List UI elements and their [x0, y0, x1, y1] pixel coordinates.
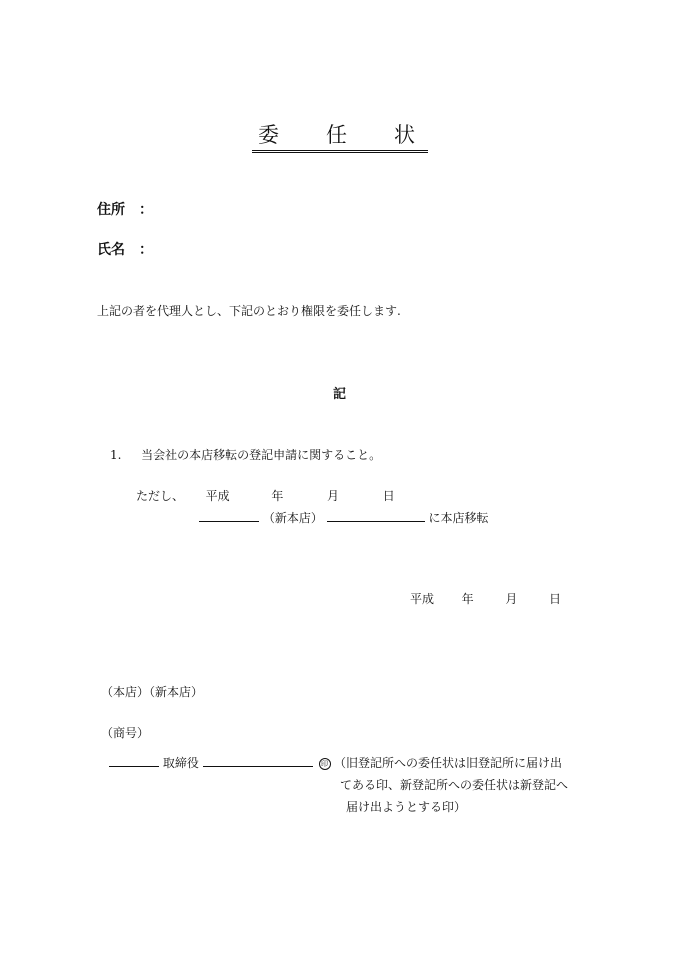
relocation-row: [199, 509, 489, 526]
proviso-year: 年: [271, 489, 284, 503]
seal-note-line-2: てある印、新登記所への委任状は新登記へ: [340, 778, 569, 792]
office-labels: （本店）（新本店）: [101, 685, 204, 699]
proviso-day: 日: [382, 489, 395, 503]
document-title-block: [0, 122, 680, 153]
signatory-row: [109, 754, 331, 771]
signing-date: [410, 590, 561, 607]
proviso-era: 平成: [205, 489, 230, 503]
new-office-label: （新本店）: [262, 511, 323, 525]
date-year: 年: [461, 592, 474, 606]
proviso-month: 月: [327, 489, 340, 503]
seal-mark: 印: [319, 758, 331, 770]
document-title: 委 任 状: [252, 122, 428, 153]
proviso-date-row: [136, 487, 395, 504]
item-number: 1.: [110, 448, 122, 462]
name-label: 氏名 ：: [97, 242, 153, 258]
address-label: 住所 ：: [97, 202, 153, 218]
new-office-blank: [327, 510, 425, 522]
old-office-blank: [199, 510, 259, 522]
seal-note-line-3: 届け出ようとする印）: [346, 800, 467, 814]
ki-heading: 記: [333, 387, 347, 402]
trade-name-label: （商号）: [101, 726, 150, 740]
director-name-blank: [203, 755, 313, 767]
proviso-label: ただし、: [136, 489, 185, 503]
date-era: 平成: [410, 592, 435, 606]
director-title: 取締役: [162, 756, 199, 770]
company-name-blank: [109, 755, 159, 767]
relocation-text: に本店移転: [428, 511, 489, 525]
seal-note-line-1: （旧登記所への委任状は旧登記所に届け出: [334, 756, 563, 770]
date-month: 月: [505, 592, 518, 606]
delegation-statement: 上記の者を代理人とし、下記のとおり権限を委任します.: [97, 304, 401, 318]
item-1: [110, 446, 381, 463]
date-day: 日: [549, 592, 562, 606]
item-text: 当会社の本店移転の登記申請に関すること。: [141, 448, 382, 462]
